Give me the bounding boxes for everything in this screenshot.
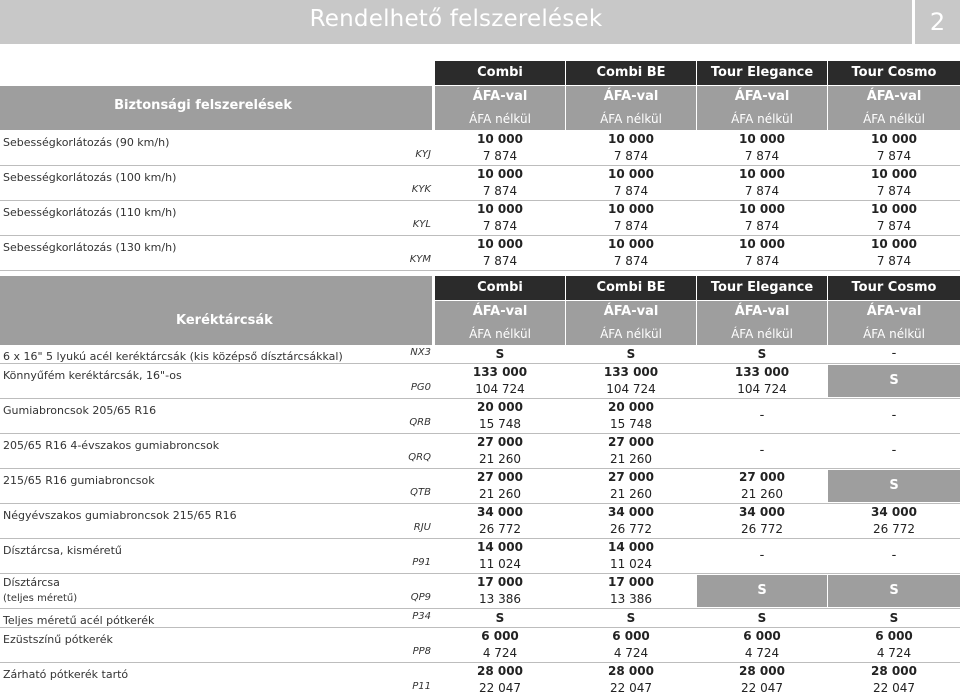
price-without-vat: 22 047 bbox=[479, 681, 521, 694]
price-with-vat: 10 000 bbox=[608, 202, 654, 216]
safety-option-code: KYM bbox=[409, 254, 431, 265]
price-cell bbox=[828, 166, 960, 200]
page-number: 2 bbox=[915, 0, 960, 44]
price-cell bbox=[435, 434, 565, 468]
price-with-vat: 28 000 bbox=[871, 664, 917, 678]
not-available-mark: - bbox=[891, 548, 897, 563]
price-cell bbox=[566, 434, 696, 468]
price-with-vat: 10 000 bbox=[608, 237, 654, 251]
wheels-option-code: PP8 bbox=[412, 646, 431, 657]
wheels-row-label: 215/65 R16 gumiabroncsok bbox=[3, 474, 155, 487]
vat-without-label: ÁFA nélkül bbox=[469, 327, 531, 341]
wheels-row-label: Dísztárcsa, kisméretű bbox=[3, 544, 122, 557]
standard-mark: S bbox=[495, 347, 505, 361]
price-with-vat: 10 000 bbox=[608, 132, 654, 146]
sec2-vat-header bbox=[435, 301, 565, 345]
sec2-vat-header bbox=[566, 301, 696, 345]
price-cell bbox=[828, 663, 960, 694]
price-with-vat: 6 000 bbox=[612, 629, 650, 643]
price-without-vat: 21 260 bbox=[610, 487, 652, 501]
price-without-vat: 7 874 bbox=[613, 219, 649, 233]
vat-with-label: ÁFA-val bbox=[603, 89, 659, 104]
wheels-row-label: Könnyűfém keréktárcsák, 16"-os bbox=[3, 369, 182, 382]
price-cell bbox=[435, 574, 565, 608]
price-without-vat: 21 260 bbox=[741, 487, 783, 501]
price-cell bbox=[435, 166, 565, 200]
not-available-mark: - bbox=[891, 408, 897, 423]
price-cell bbox=[566, 539, 696, 573]
price-cell bbox=[435, 663, 565, 694]
price-without-vat: 104 724 bbox=[737, 382, 787, 396]
not-available-mark: - bbox=[891, 443, 897, 458]
price-with-vat: 34 000 bbox=[871, 505, 917, 519]
price-cell bbox=[566, 236, 696, 270]
price-with-vat: 10 000 bbox=[871, 202, 917, 216]
vat-without-label: ÁFA nélkül bbox=[863, 112, 925, 126]
price-without-vat: 7 874 bbox=[744, 254, 780, 268]
standard-mark: S bbox=[626, 347, 636, 361]
safety-option-code: KYK bbox=[411, 184, 431, 195]
price-with-vat: 133 000 bbox=[472, 365, 528, 379]
price-cell bbox=[697, 166, 827, 200]
price-cell bbox=[566, 364, 696, 398]
vat-without-label: ÁFA nélkül bbox=[469, 112, 531, 126]
price-cell bbox=[697, 504, 827, 538]
page-header bbox=[0, 0, 960, 44]
price-cell bbox=[435, 201, 565, 235]
price-without-vat: 15 748 bbox=[610, 417, 652, 431]
sec1-vat-header bbox=[828, 86, 960, 130]
price-with-vat: 20 000 bbox=[608, 400, 654, 414]
vat-with-label: ÁFA-val bbox=[472, 89, 528, 104]
price-without-vat: 21 260 bbox=[479, 487, 521, 501]
price-with-vat: 28 000 bbox=[739, 664, 785, 678]
price-with-vat: 27 000 bbox=[477, 435, 523, 449]
price-without-vat: 4 724 bbox=[876, 646, 912, 660]
price-cell bbox=[828, 236, 960, 270]
price-cell bbox=[828, 131, 960, 165]
price-cell bbox=[697, 663, 827, 694]
title-bar bbox=[0, 0, 912, 44]
price-with-vat: 34 000 bbox=[739, 505, 785, 519]
price-cell bbox=[435, 236, 565, 270]
price-with-vat: 10 000 bbox=[871, 237, 917, 251]
standard-mark: S bbox=[626, 611, 636, 625]
price-without-vat: 11 024 bbox=[610, 557, 652, 571]
sec2-col-header: Combi BE bbox=[566, 276, 696, 300]
price-with-vat: 133 000 bbox=[603, 365, 659, 379]
sec2-vat-header bbox=[828, 301, 960, 345]
standard-mark: S bbox=[757, 347, 767, 361]
section-title-safety: Biztonsági felszerelések bbox=[0, 86, 432, 130]
price-cell bbox=[435, 628, 565, 662]
vat-with-label: ÁFA-val bbox=[734, 89, 790, 104]
price-without-vat: 22 047 bbox=[741, 681, 783, 694]
price-without-vat: 26 772 bbox=[479, 522, 521, 536]
price-with-vat: 14 000 bbox=[477, 540, 523, 554]
not-available-mark: - bbox=[759, 548, 765, 563]
wheels-option-code: P34 bbox=[412, 611, 431, 622]
safety-row-label: Sebességkorlátozás (130 km/h) bbox=[3, 241, 177, 254]
sec1-col-header: Tour Elegance bbox=[697, 61, 827, 85]
wheels-row-label: Dísztárcsa bbox=[3, 576, 60, 589]
price-without-vat: 26 772 bbox=[741, 522, 783, 536]
price-with-vat: 10 000 bbox=[477, 132, 523, 146]
price-with-vat: 6 000 bbox=[743, 629, 781, 643]
price-without-vat: 7 874 bbox=[876, 254, 912, 268]
standard-mark-block: S bbox=[828, 470, 960, 502]
price-with-vat: 27 000 bbox=[608, 470, 654, 484]
price-without-vat: 22 047 bbox=[873, 681, 915, 694]
price-without-vat: 15 748 bbox=[479, 417, 521, 431]
sec2-vat-header bbox=[697, 301, 827, 345]
price-with-vat: 10 000 bbox=[871, 167, 917, 181]
price-with-vat: 10 000 bbox=[739, 132, 785, 146]
wheels-option-code: NX3 bbox=[410, 347, 431, 358]
price-with-vat: 10 000 bbox=[608, 167, 654, 181]
price-without-vat: 13 386 bbox=[479, 592, 521, 606]
price-without-vat: 104 724 bbox=[606, 382, 656, 396]
price-without-vat: 13 386 bbox=[610, 592, 652, 606]
price-cell bbox=[566, 399, 696, 433]
vat-without-label: ÁFA nélkül bbox=[600, 112, 662, 126]
price-without-vat: 7 874 bbox=[744, 184, 780, 198]
price-cell bbox=[566, 131, 696, 165]
standard-mark: S bbox=[757, 611, 767, 625]
price-with-vat: 28 000 bbox=[608, 664, 654, 678]
price-cell bbox=[435, 131, 565, 165]
wheels-option-code: P11 bbox=[412, 681, 431, 692]
price-without-vat: 7 874 bbox=[744, 149, 780, 163]
price-without-vat: 22 047 bbox=[610, 681, 652, 694]
wheels-row-sublabel: (teljes méretű) bbox=[3, 593, 78, 604]
price-without-vat: 7 874 bbox=[482, 184, 518, 198]
not-available-mark: - bbox=[891, 346, 897, 361]
price-cell bbox=[435, 364, 565, 398]
price-with-vat: 10 000 bbox=[871, 132, 917, 146]
standard-mark-block: S bbox=[828, 365, 960, 397]
price-cell bbox=[566, 201, 696, 235]
price-without-vat: 4 724 bbox=[482, 646, 518, 660]
vat-with-label: ÁFA-val bbox=[866, 89, 922, 104]
price-without-vat: 7 874 bbox=[613, 149, 649, 163]
price-with-vat: 34 000 bbox=[477, 505, 523, 519]
vat-with-label: ÁFA-val bbox=[734, 304, 790, 319]
price-without-vat: 104 724 bbox=[475, 382, 525, 396]
wheels-row-label: Négyévszakos gumiabroncsok 215/65 R16 bbox=[3, 509, 237, 522]
page-title: Rendelhető felszerelések bbox=[309, 6, 603, 32]
row-divider bbox=[0, 270, 960, 271]
price-without-vat: 7 874 bbox=[613, 254, 649, 268]
price-without-vat: 7 874 bbox=[482, 149, 518, 163]
price-with-vat: 10 000 bbox=[739, 237, 785, 251]
price-cell bbox=[566, 663, 696, 694]
price-with-vat: 14 000 bbox=[608, 540, 654, 554]
price-without-vat: 26 772 bbox=[610, 522, 652, 536]
wheels-row-label: Ezüstszínű pótkerék bbox=[3, 633, 113, 646]
wheels-row-label: 205/65 R16 4-évszakos gumiabroncsok bbox=[3, 439, 220, 452]
vat-with-label: ÁFA-val bbox=[603, 304, 659, 319]
wheels-option-code: P91 bbox=[412, 557, 431, 568]
sec1-vat-header bbox=[697, 86, 827, 130]
price-without-vat: 7 874 bbox=[482, 254, 518, 268]
vat-without-label: ÁFA nélkül bbox=[600, 327, 662, 341]
not-available-mark: - bbox=[759, 408, 765, 423]
price-with-vat: 17 000 bbox=[477, 575, 523, 589]
wheels-row-label: 6 x 16" 5 lyukú acél keréktárcsák (kis középső dísztárcsákkal) bbox=[3, 350, 343, 363]
section-title-wheels: Keréktárcsák bbox=[0, 276, 432, 345]
price-cell bbox=[697, 364, 827, 398]
standard-mark-block: S bbox=[697, 575, 827, 607]
price-without-vat: 4 724 bbox=[613, 646, 649, 660]
price-with-vat: 10 000 bbox=[477, 202, 523, 216]
price-without-vat: 21 260 bbox=[610, 452, 652, 466]
sec2-col-header: Tour Cosmo bbox=[828, 276, 960, 300]
wheels-option-code: QRQ bbox=[408, 452, 431, 463]
price-cell bbox=[435, 469, 565, 503]
price-cell bbox=[697, 628, 827, 662]
price-with-vat: 10 000 bbox=[739, 167, 785, 181]
safety-row-label: Sebességkorlátozás (90 km/h) bbox=[3, 136, 170, 149]
wheels-option-code: QRB bbox=[409, 417, 431, 428]
sec1-col-header: Combi BE bbox=[566, 61, 696, 85]
price-cell bbox=[697, 201, 827, 235]
price-without-vat: 7 874 bbox=[876, 149, 912, 163]
sec1-vat-header bbox=[435, 86, 565, 130]
not-available-mark: - bbox=[759, 443, 765, 458]
vat-without-label: ÁFA nélkül bbox=[731, 112, 793, 126]
sec1-col-header: Combi bbox=[435, 61, 565, 85]
price-without-vat: 11 024 bbox=[479, 557, 521, 571]
price-with-vat: 27 000 bbox=[608, 435, 654, 449]
price-cell bbox=[435, 504, 565, 538]
standard-mark: S bbox=[889, 611, 899, 625]
safety-option-code: KYJ bbox=[415, 149, 431, 160]
wheels-row-label: Zárható pótkerék tartó bbox=[3, 668, 129, 681]
wheels-row-label: Teljes méretű acél pótkerék bbox=[3, 614, 155, 627]
vat-without-label: ÁFA nélkül bbox=[731, 327, 793, 341]
price-cell bbox=[566, 166, 696, 200]
wheels-row-label: Gumiabroncsok 205/65 R16 bbox=[3, 404, 157, 417]
price-without-vat: 7 874 bbox=[613, 184, 649, 198]
price-cell bbox=[697, 236, 827, 270]
price-cell bbox=[435, 539, 565, 573]
wheels-option-code: RJU bbox=[413, 522, 431, 533]
standard-mark: S bbox=[495, 611, 505, 625]
wheels-option-code: QP9 bbox=[410, 592, 431, 603]
safety-option-code: KYL bbox=[412, 219, 431, 230]
price-cell bbox=[828, 628, 960, 662]
price-with-vat: 34 000 bbox=[608, 505, 654, 519]
price-cell bbox=[435, 399, 565, 433]
price-cell bbox=[697, 131, 827, 165]
price-with-vat: 133 000 bbox=[734, 365, 790, 379]
price-cell bbox=[566, 574, 696, 608]
price-with-vat: 6 000 bbox=[875, 629, 913, 643]
standard-mark-block: S bbox=[828, 575, 960, 607]
price-without-vat: 26 772 bbox=[873, 522, 915, 536]
price-cell bbox=[828, 504, 960, 538]
price-with-vat: 10 000 bbox=[477, 167, 523, 181]
safety-row-label: Sebességkorlátozás (100 km/h) bbox=[3, 171, 177, 184]
price-without-vat: 7 874 bbox=[744, 219, 780, 233]
price-cell bbox=[828, 201, 960, 235]
sec1-vat-header bbox=[566, 86, 696, 130]
price-with-vat: 20 000 bbox=[477, 400, 523, 414]
sec2-col-header: Tour Elegance bbox=[697, 276, 827, 300]
sec2-col-header: Combi bbox=[435, 276, 565, 300]
price-with-vat: 10 000 bbox=[739, 202, 785, 216]
price-without-vat: 21 260 bbox=[479, 452, 521, 466]
price-without-vat: 7 874 bbox=[482, 219, 518, 233]
price-without-vat: 7 874 bbox=[876, 184, 912, 198]
price-with-vat: 27 000 bbox=[739, 470, 785, 484]
price-with-vat: 27 000 bbox=[477, 470, 523, 484]
wheels-option-code: PG0 bbox=[410, 382, 431, 393]
sec1-col-header: Tour Cosmo bbox=[828, 61, 960, 85]
vat-with-label: ÁFA-val bbox=[866, 304, 922, 319]
vat-with-label: ÁFA-val bbox=[472, 304, 528, 319]
price-with-vat: 6 000 bbox=[481, 629, 519, 643]
price-without-vat: 7 874 bbox=[876, 219, 912, 233]
price-cell bbox=[566, 469, 696, 503]
safety-row-label: Sebességkorlátozás (110 km/h) bbox=[3, 206, 177, 219]
price-cell bbox=[566, 628, 696, 662]
wheels-option-code: QTB bbox=[410, 487, 431, 498]
price-cell bbox=[566, 504, 696, 538]
price-cell bbox=[697, 469, 827, 503]
price-with-vat: 28 000 bbox=[477, 664, 523, 678]
price-with-vat: 17 000 bbox=[608, 575, 654, 589]
vat-without-label: ÁFA nélkül bbox=[863, 327, 925, 341]
price-with-vat: 10 000 bbox=[477, 237, 523, 251]
price-without-vat: 4 724 bbox=[744, 646, 780, 660]
